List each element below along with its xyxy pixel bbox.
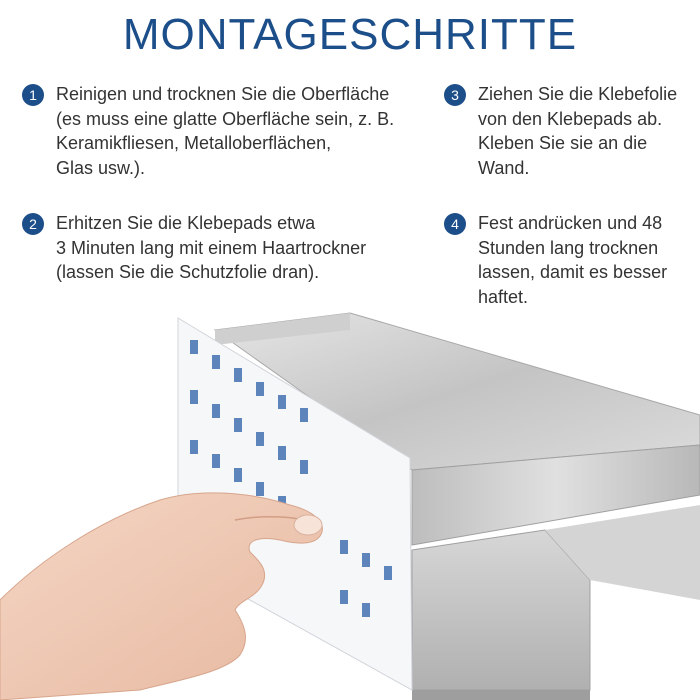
step-text: Fest andrücken und 48 Stunden lang trocknen lassen, damit es besser haftet. bbox=[478, 213, 668, 307]
step-number-badge: 4 bbox=[444, 213, 466, 235]
page-title: MONTAGESCHRITTE bbox=[122, 10, 578, 59]
step-text: Reinigen und trocknen Sie die Oberfläche (es muss eine glatte Oberfläche sein, z. B. Keramikfliesen, Metalloberflächen, Glas usw.). bbox=[56, 84, 395, 178]
step-number-badge: 1 bbox=[22, 84, 44, 106]
step-text: Ziehen Sie die Klebefolie von den Klebepads ab. Kleben Sie sie an die Wand. bbox=[478, 84, 678, 178]
step-2 bbox=[22, 211, 442, 285]
step-1 bbox=[22, 82, 442, 180]
step-number-badge: 3 bbox=[444, 84, 466, 106]
step-text: Erhitzen Sie die Klebepads etwa 3 Minuten lang mit einem Haartrockner (lassen Sie die Schutzfolie dran). bbox=[56, 213, 367, 282]
step-3 bbox=[444, 82, 700, 180]
step-number-badge: 2 bbox=[22, 213, 44, 235]
product-photo bbox=[0, 300, 700, 700]
step-4 bbox=[444, 211, 700, 309]
